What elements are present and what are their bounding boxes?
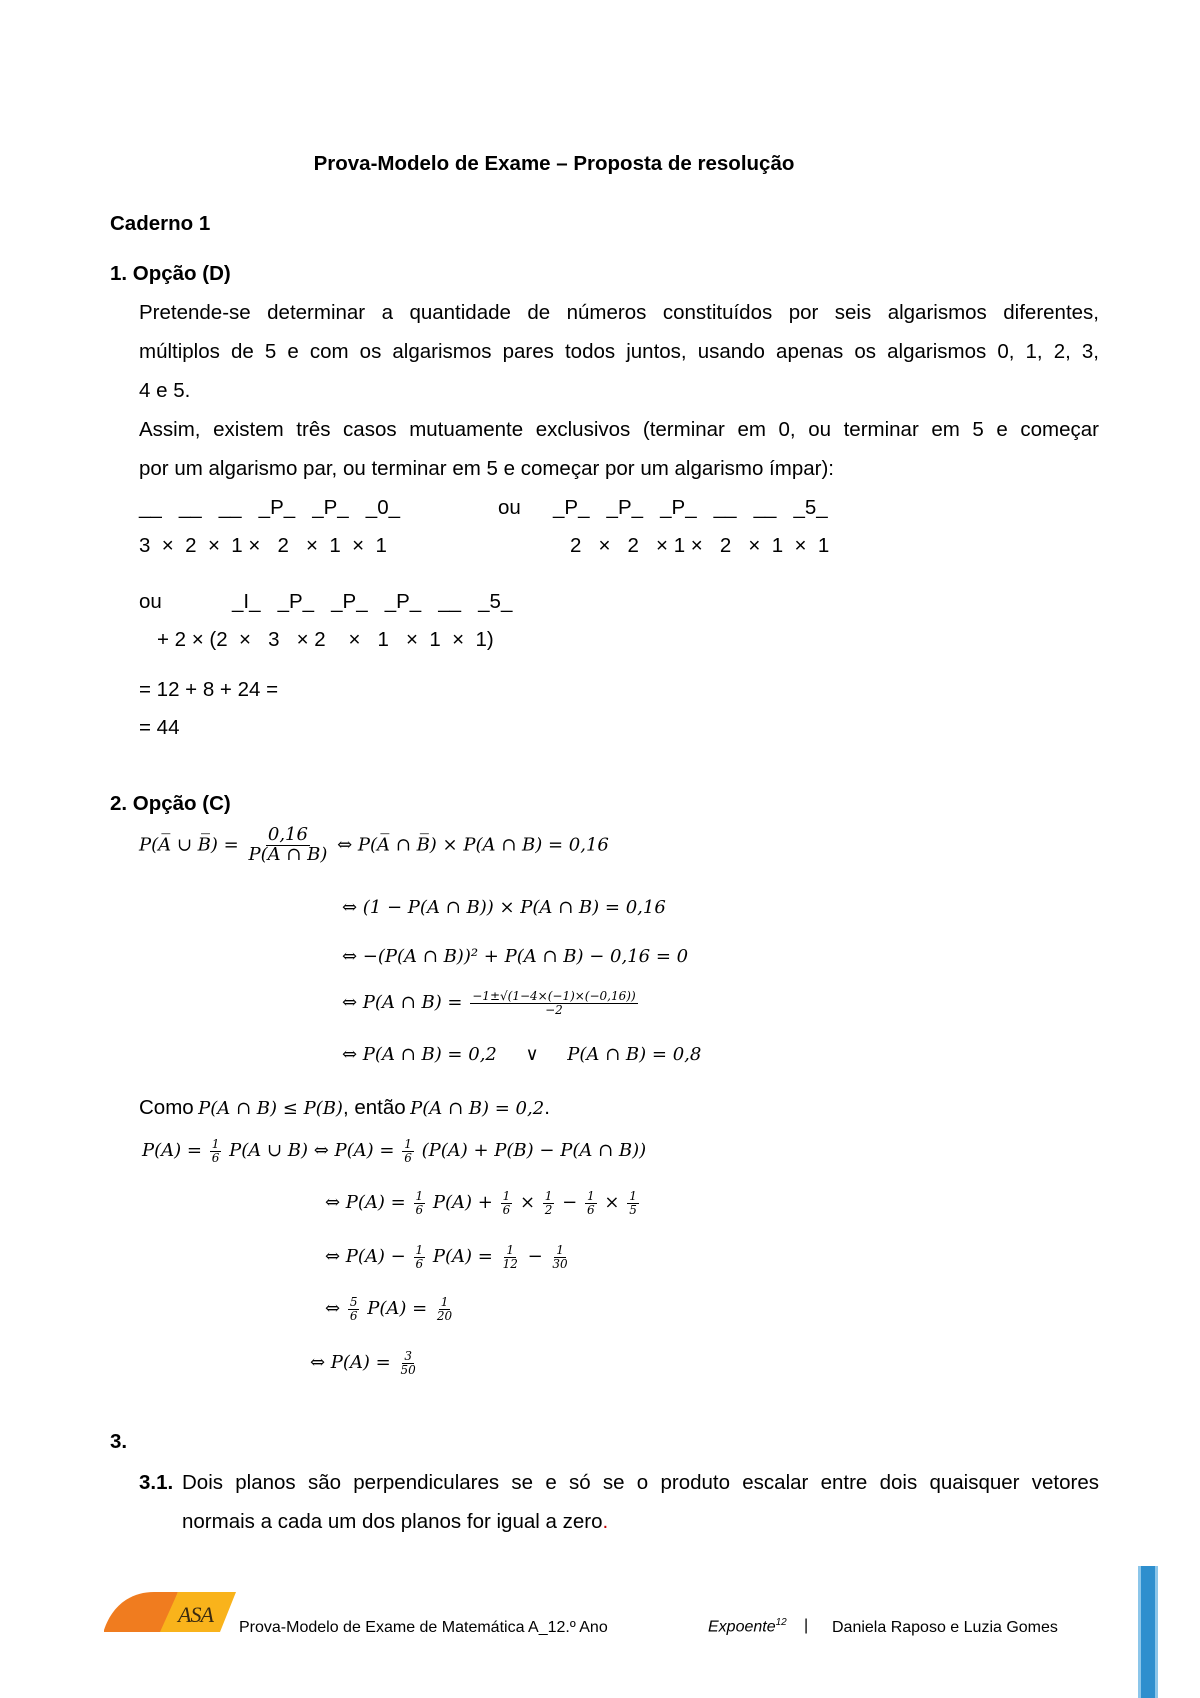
q1-text-line: 4 e 5.	[139, 379, 191, 402]
q3-text-line: normais a cada um dos planos for igual a zero.	[182, 1510, 609, 1533]
q2-equation-line: ⇔ $\frac{5}{6}$ P(A) = $\frac{1}{20}$	[325, 1295, 453, 1323]
page-title: Prova-Modelo de Exame – Proposta de resolução	[313, 152, 795, 175]
q2-equation-line: ⇔ P(A) − $\frac{1}{6}$ P(A) = $\frac{1}{12}$ − $\frac{1}{30}$	[325, 1243, 568, 1271]
q2-equation-line: ⇔ P(A ∩ B) = $\frac{-1\pm√(1-4\times(-1)\times(-0,16))}{-2}$	[342, 989, 636, 1017]
q3-subheading: 3.1.	[139, 1471, 174, 1494]
q1-text-line: múltiplos de 5 e com os algarismos pares todos juntos, usando apenas os algarismos 0, 1, 2, 3,	[139, 340, 1099, 363]
q1-text-line: Pretende-se determinar a quantidade de números constituídos por seis algarismos diferentes,	[139, 301, 1099, 324]
footer-text: Prova-Modelo de Exame de Matemática A_12.º Ano	[239, 1619, 608, 1636]
q1-slots: __ __ __ _P_ _P_ _0_	[139, 496, 400, 519]
footer-separator: |	[804, 1617, 809, 1634]
q2-heading: 2. Opção (C)	[110, 792, 231, 815]
q1-multiplication: 3 × 2 × 1 × 2 × 1 × 1	[139, 534, 387, 557]
footer-brand: Expoente$^{12}$	[708, 1617, 787, 1636]
q1-slots: _I_ _P_ _P_ _P_ __ _5_	[232, 590, 513, 613]
q1-multiplication: 2 × 2 × 1 × 2 × 1 × 1	[570, 534, 830, 557]
q2-equation-line: P(A) = $\frac{1}{6}$ P(A ∪ B) ⇔ P(A) = $\frac{1}{6}$ (P(A) + P(B) − P(A ∩ B))	[142, 1137, 647, 1165]
publisher-logo	[102, 1588, 238, 1636]
q2-equation-line: P(A̅ ∪ B̅) = $\frac{0,16}{P(A \cap B)}$ ⇔ P(A̅ ∩ B̅) × P(A ∩ B) = 0,16	[139, 824, 609, 865]
q2-equation-line: ⇔ −(P(A ∩ B))² + P(A ∩ B) − 0,16 = 0	[342, 946, 689, 967]
logo-text: ASA	[178, 1602, 213, 1627]
q3-heading: 3.	[110, 1430, 128, 1453]
q2-equation-line: ⇔ P(A ∩ B) = 0,2 ∨ P(A ∩ B) = 0,8	[342, 1044, 702, 1065]
q2-equation-line: ⇔ (1 − P(A ∩ B)) × P(A ∩ B) = 0,16	[342, 897, 666, 918]
q1-or: ou	[139, 590, 162, 613]
q1-text-line: por um algarismo par, ou terminar em 5 e começar por um algarismo ímpar):	[139, 457, 834, 480]
q2-como-line: Como P(A ∩ B) ≤ P(B), então P(A ∩ B) = 0,2.	[139, 1096, 550, 1119]
q1-multiplication: + 2 × (2 × 3 × 2 × 1 × 1 × 1)	[157, 628, 494, 651]
page-edge-bar	[1138, 1566, 1158, 1698]
q1-result: = 44	[139, 716, 180, 739]
q3-text-line: Dois planos são perpendiculares se e só se o produto escalar entre dois quaisquer vetores	[182, 1471, 1099, 1494]
footer-authors: Daniela Raposo e Luzia Gomes	[832, 1619, 1058, 1636]
section-heading: Caderno 1	[110, 212, 211, 235]
q1-heading: 1. Opção (D)	[110, 262, 231, 285]
q1-slots: _P_ _P_ _P_ __ __ _5_	[553, 496, 828, 519]
q1-text-line: Assim, existem três casos mutuamente exclusivos (terminar em 0, ou terminar em 5 e começar	[139, 418, 1099, 441]
q2-equation-line: ⇔ P(A) = $\frac{1}{6}$ P(A) + $\frac{1}{6}$ × $\frac{1}{2}$ − $\frac{1}{6}$ × $\frac{1}{5}$	[325, 1189, 637, 1217]
q1-or: ou	[498, 496, 521, 519]
q1-result: = 12 + 8 + 24 =	[139, 678, 279, 701]
logo-icon	[102, 1588, 238, 1636]
q2-equation-line: ⇔ P(A) = $\frac{3}{50}$	[310, 1349, 416, 1377]
